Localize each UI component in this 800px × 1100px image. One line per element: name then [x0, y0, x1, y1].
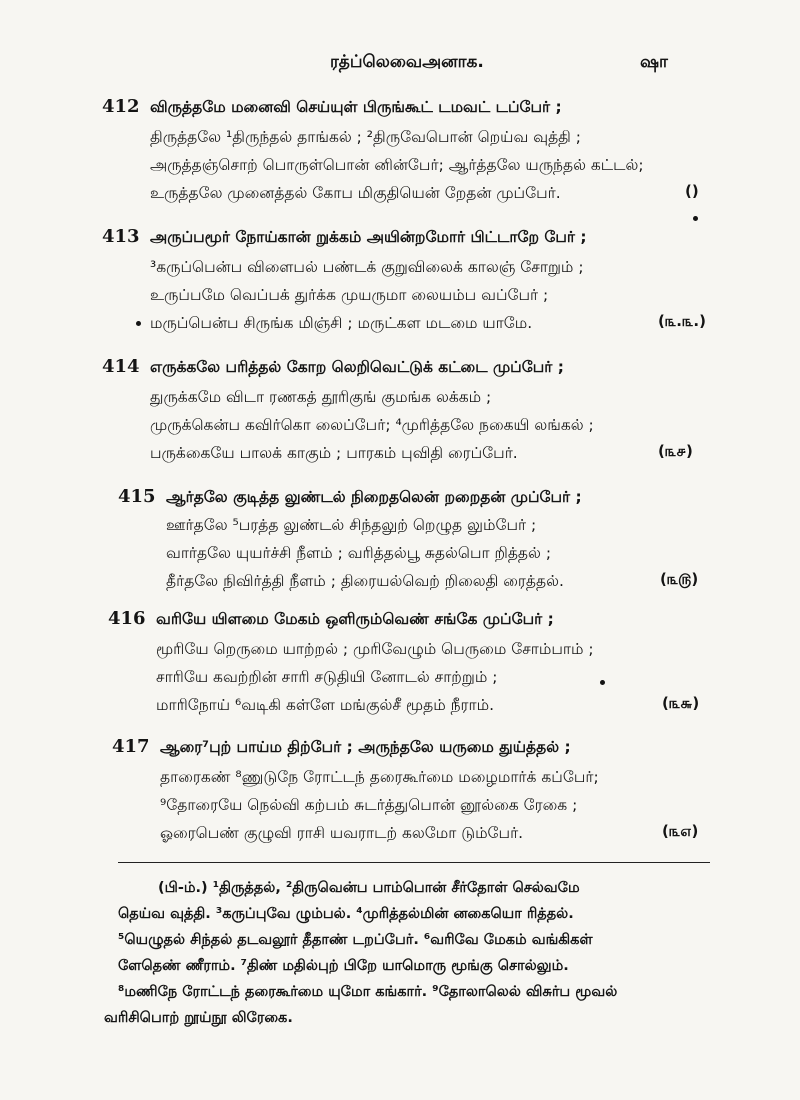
ink-dot: [693, 216, 698, 221]
ink-dot: [600, 680, 605, 685]
verse-mark: (): [685, 182, 699, 200]
page-header: [0, 52, 800, 82]
verse-number: 412: [102, 96, 140, 117]
verse-line: ⁹தோரையே நெல்வி கற்பம் சுடர்த்துபொன் னூல்கை ரேகை ;: [160, 796, 578, 814]
ink-dot: [136, 321, 141, 326]
footnote-line: ⁸மணிநே ரோட்டந் தரைகூர்மை யுமோ கங்கார். ⁹தோலாலெல் விசுர்ப மூவல்: [118, 984, 618, 1000]
verse-line: மாரிநோய் ⁶வடிகி கள்ளே மங்குல்சீ மூதம் நீராம்.: [156, 696, 495, 714]
verse-line: பருக்கையே பாலக் காகும் ; பாரகம் புவிதி ரைப்பேர்.: [150, 444, 518, 462]
verse-line: சாரியே கவற்றின் சாரி சடுதியி னோடல் சாற்றும் ;: [156, 668, 498, 686]
footnote-line: வரிசிபொற் றூய்நூ லிரேகை.: [104, 1010, 293, 1026]
verse-mark: (௩௭): [662, 822, 699, 840]
verse-line: தாரைகண் ⁸ணுடுநே ரோட்டந் தரைகூர்மை மழைமார்க் கப்பேர்;: [160, 768, 599, 786]
verse-number: 415: [118, 486, 156, 507]
footnote-line: தெய்வ வுத்தி. ³கருப்புவே ழும்பல். ⁴முரித்தல்மின் னகையொ ரித்தல்.: [118, 906, 574, 922]
verse-number: 416: [108, 608, 146, 629]
verse-line: வரியே யிளமை மேகம் ஒளிரும்வெண் சங்கே முப்பேர் ;: [156, 610, 554, 628]
verse-line: எருக்கலே பரித்தல் கோற லெறிவெட்டுக் கட்டை முப்பேர் ;: [150, 358, 564, 376]
verse-line: ³கருப்பென்ப விளைபல் பண்டக் குறுவிலைக் காலஞ் சோறும் ;: [150, 258, 584, 276]
verse-line: அருத்தஞ்சொற் பொருள்பொன் னின்பேர்; ஆர்த்தலே யருந்தல் கட்டல்;: [150, 156, 644, 174]
verse-line: மருப்பென்ப சிருங்க மிஞ்சி ; மருட்கள மடமை யாமே.: [150, 314, 533, 332]
verse-mark: (௩.௩.): [658, 312, 706, 330]
verse-line: உருத்தலே முனைத்தல் கோப மிகுதியென் றேதன் முப்பேர்.: [150, 184, 561, 202]
verse-line: ஆர்தலே குடித்த லுண்டல் நிறைதலென் றறைதன் முப்பேர் ;: [166, 488, 582, 506]
verse-number: 417: [112, 736, 150, 757]
verse-line: திருத்தலே ¹திருந்தல் தாங்கல் ; ²திருவேபொன் றெய்வ வுத்தி ;: [150, 128, 582, 146]
footnote-line: ளேதெண் ணீராம். ⁷திண் மதில்புற் பிறே யாமொரு மூங்கு சொல்லும்.: [118, 958, 569, 974]
verse-line: ஊர்தலே ⁵பரத்த லுண்டல் சிந்தலுற் றெழுத லும்பேர் ;: [166, 516, 537, 534]
verse-number: 414: [102, 356, 140, 377]
footnote-line: (பி-ம்.) ¹திருத்தல், ²திருவென்ப பாம்பொன் சீர்தோள் செல்வமே: [158, 880, 580, 896]
verse-mark: (௩௬): [662, 694, 700, 712]
verse-line: விருத்தமே மனைவி செய்யுள் பிருங்கூட் டமவட் டப்பேர் ;: [150, 98, 562, 116]
verse-line: தீர்தலே நிவிர்த்தி நீளம் ; திரையல்வெற் றிலைதி ரைத்தல்.: [166, 572, 564, 590]
page-number: ஷா: [640, 52, 668, 72]
verse-line: உருப்பமே வெப்பக் துர்க்க முயருமா லையம்ப வப்பேர் ;: [150, 286, 549, 304]
verse-line: ஓரைபெண் குழுவி ராசி யவராடற் கலமோ டும்பேர்.: [160, 824, 524, 842]
footnote-line: ⁵யெழுதல் சிந்தல் தடவலூர் தீதாண் டறப்பேர். ⁶வரிவே மேகம் வங்கிகள்: [118, 932, 593, 948]
footnote-divider: [118, 862, 710, 863]
verse-mark: (௩௫): [660, 570, 699, 588]
verse-line: வார்தலே யுயர்ச்சி நீளம் ; வரித்தல்பூ சுதல்பொ றித்தல் ;: [166, 544, 552, 562]
verse-line: மூரியே றெருமை யாற்றல் ; முரிவேழும் பெருமை சோம்பாம் ;: [156, 640, 594, 658]
running-title: ரத்ப்லெவைஅனாக.: [330, 52, 484, 72]
verse-line: முருக்கென்ப கவிர்கொ லைப்பேர்; ⁴முரித்தலே நகையி லங்கல் ;: [150, 416, 594, 434]
verse-line: ஆரை⁷புற் பாய்ம திற்பேர் ; அருந்தலே யருமை துய்த்தல் ;: [160, 738, 571, 756]
verse-line: துருக்கமே விடா ரணகத் தூரிகுங் குமங்க லக்கம் ;: [150, 388, 492, 406]
verse-number: 413: [102, 226, 140, 247]
verse-mark: (௩௪): [658, 442, 693, 460]
verse-line: அருப்பமூர் நோய்கான் றுக்கம் அயின்றமோர் பிட்டாறே பேர் ;: [150, 228, 587, 246]
